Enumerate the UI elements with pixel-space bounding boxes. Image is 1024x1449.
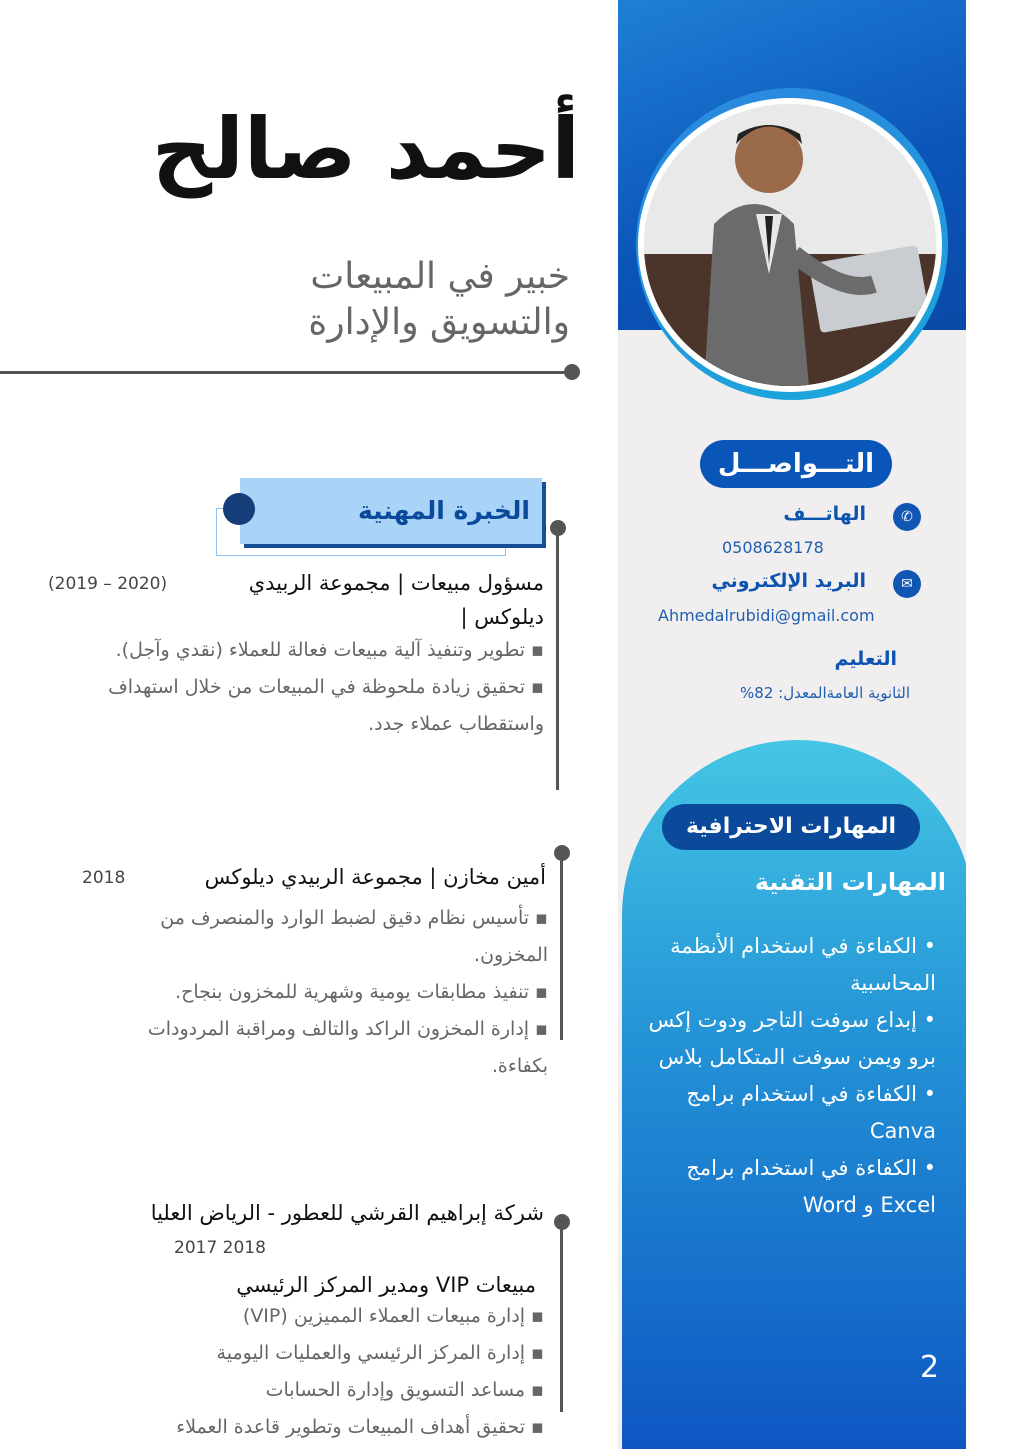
skill-item: • الكفاءة في استخدام برامج Canva: [686, 1082, 936, 1143]
contact-heading: التـــواصـــل: [700, 440, 892, 488]
phone-number: 0508628178: [722, 538, 824, 557]
skills-subheading: المهارات التقنية: [754, 868, 946, 896]
skill-item: • إبداع سوفت التاجر ودوت إكس برو ويمن سوفت المتكامل بلاس: [648, 1008, 936, 1069]
job-bullets: [80, 1298, 544, 1446]
phone-icon: ✆: [893, 503, 921, 531]
timeline-line: [560, 853, 563, 1040]
job-bullet: ▪ إدارة المخزون الراكد والتالف ومراقبة المردودات بكفاءة.: [90, 1011, 548, 1085]
skills-heading: المهارات الاحترافية: [662, 804, 920, 850]
skills-list: [640, 928, 936, 1224]
email-icon: ✉: [893, 570, 921, 598]
job-bullets: [70, 632, 544, 743]
divider-dot: [564, 364, 580, 380]
email-address: Ahmedalrubidi@gmail.com: [658, 606, 875, 625]
job-bullet: ▪ إدارة مبيعات العملاء المميزين (VIP): [80, 1298, 544, 1335]
job-date: 2018: [82, 868, 126, 888]
education-label: التعليم: [834, 648, 897, 670]
role-line-2: والتسويق والإدارة: [308, 302, 570, 343]
job-bullet: ▪ تحقيق زيادة ملحوظة في المبيعات من خلال استهداف واستقطاب عملاء جدد.: [70, 669, 544, 743]
candidate-role: [230, 254, 570, 346]
education-value: الثانوية العامةالمعدل: 82%: [740, 684, 910, 702]
job-bullet: ▪ تأسيس نظام دقيق لضبط الوارد والمنصرف من المخزون.: [90, 900, 548, 974]
job-bullet: ▪ مساعد التسويق وإدارة الحسابات: [80, 1372, 544, 1409]
candidate-name: أحمد صالح: [151, 100, 580, 198]
skill-item: • الكفاءة في استخدام برامج Excel و Word: [686, 1156, 936, 1217]
job-title: شركة إبراهيم القرشي للعطور - الرياض العليا: [150, 1201, 544, 1225]
job-date: 2017 2018: [174, 1238, 266, 1258]
job-bullet: ▪ تطوير وتنفيذ آلية مبيعات فعالة للعملاء (نقدي وآجل).: [70, 632, 544, 669]
phone-label: الهاتـــف: [783, 503, 866, 525]
email-label: البريد الإلكتروني: [711, 570, 866, 592]
section-dot: [223, 493, 255, 525]
job-date: (2019 – 2020): [48, 574, 168, 594]
skill-item: • الكفاءة في استخدام الأنظمة المحاسبية: [670, 934, 936, 995]
job-title: أمين مخازن | مجموعة الربيدي ديلوكس: [204, 865, 546, 889]
job-subtitle: مبيعات VIP ومدير المركز الرئيسي: [236, 1273, 536, 1297]
job-bullet: ▪ إدارة المركز الرئيسي والعمليات اليومية: [80, 1335, 544, 1372]
profile-photo: [644, 104, 936, 386]
role-line-1: خبير في المبيعات: [310, 256, 570, 297]
experience-heading: الخبرة المهنية: [358, 496, 530, 525]
job-bullet: ▪ تحقيق أهداف المبيعات وتطوير قاعدة العملاء: [80, 1409, 544, 1446]
header-divider: [0, 371, 570, 374]
job-title: مسؤول مبيعات | مجموعة الربيدي ديلوكس |: [248, 571, 544, 629]
timeline-line: [556, 528, 559, 790]
page-number: 2: [920, 1350, 940, 1385]
job-bullets: [90, 900, 548, 1085]
job-bullet: ▪ تنفيذ مطابقات يومية وشهرية للمخزون بنجاح.: [90, 974, 548, 1011]
timeline-line: [560, 1222, 563, 1412]
